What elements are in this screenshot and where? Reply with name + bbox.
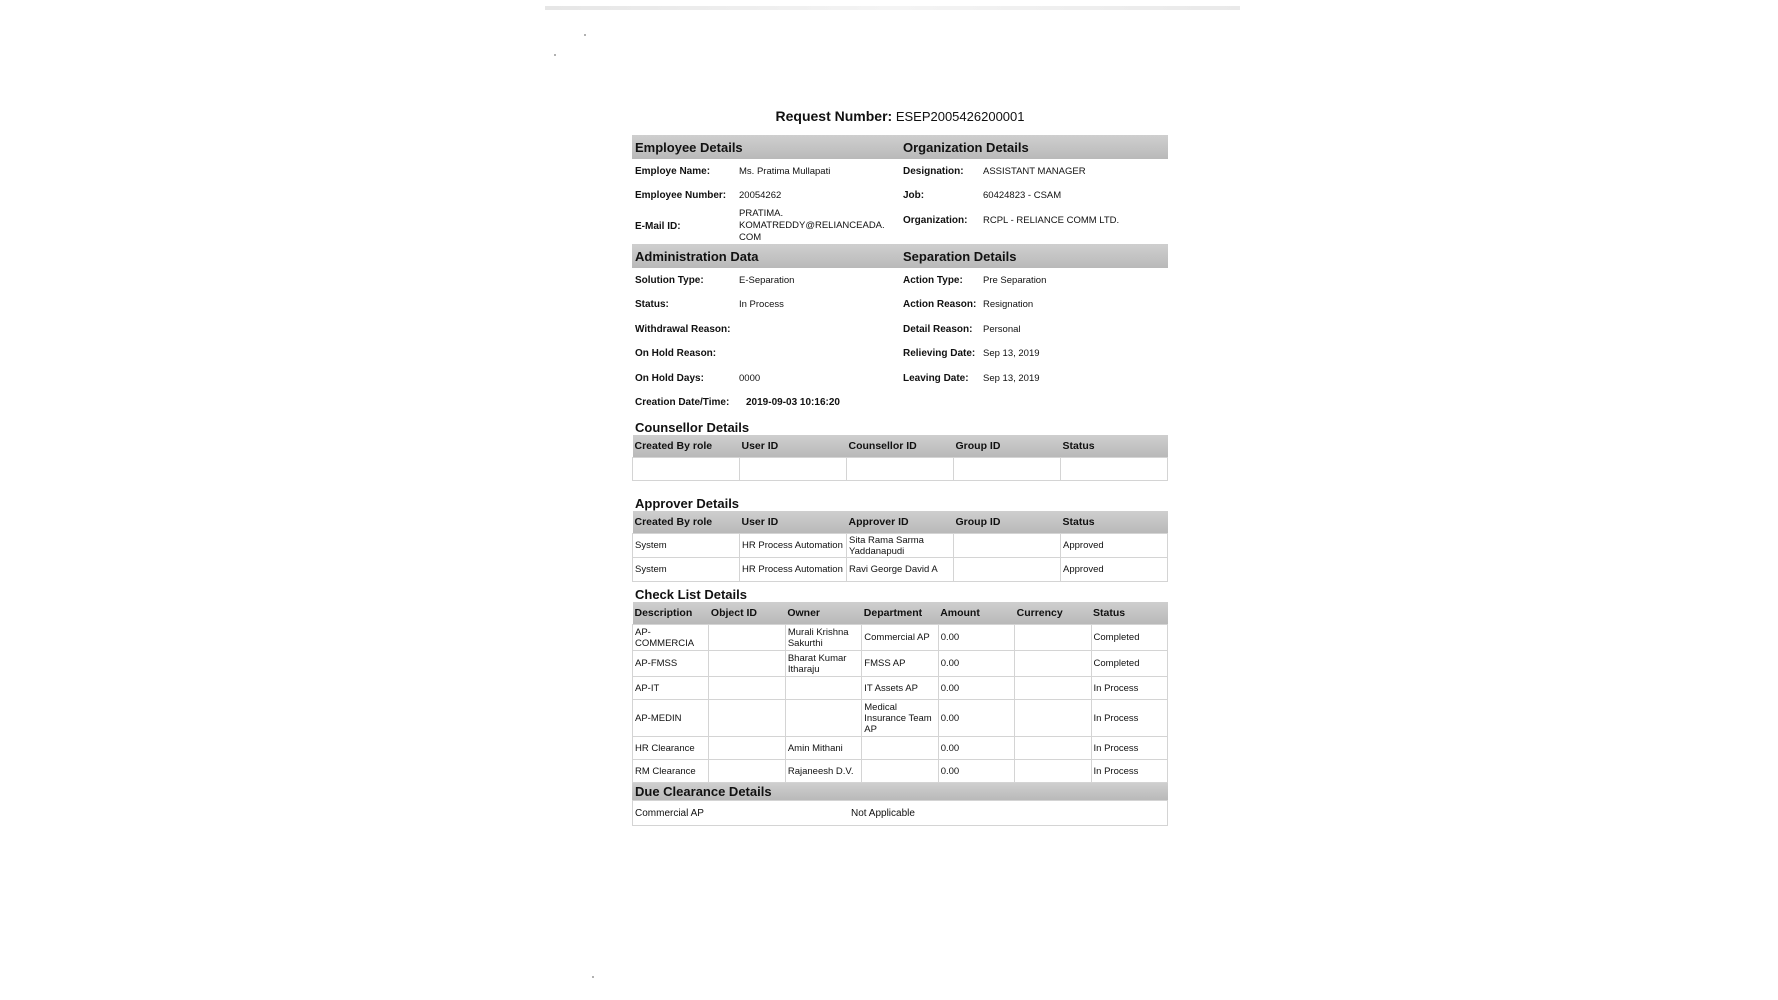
counsellor-cell — [954, 458, 1061, 481]
checklist-cell — [862, 760, 938, 783]
checklist-cell — [1015, 651, 1091, 677]
checklist-row — [633, 625, 1168, 651]
checklist-cell: Completed — [1091, 625, 1167, 651]
checklist-cell: In Process — [1091, 760, 1167, 783]
separation-field-label: Detail Reason: — [903, 323, 973, 335]
checklist-table — [632, 602, 1168, 783]
separation-field-value: Sep 13, 2019 — [983, 348, 1040, 360]
employee-field-label: Employee Number: — [635, 190, 727, 202]
checklist-cell: AP-IT — [633, 677, 709, 700]
organization-details-title: Organization Details — [903, 139, 1029, 155]
administration-separation-header — [632, 244, 1168, 268]
administration-field-value: In Process — [739, 299, 784, 311]
checklist-cell: 0.00 — [938, 760, 1014, 783]
employee-field-row — [632, 184, 900, 209]
organization-field-value: RCPL - RELIANCE COMM LTD. — [983, 214, 1120, 226]
counsellor-cell — [1061, 458, 1168, 481]
counsellor-cell — [633, 458, 740, 481]
checklist-cell: In Process — [1091, 677, 1167, 700]
approver-cell: Sita Rama Sarma Yaddanapudi — [847, 534, 954, 558]
administration-field-row — [632, 268, 900, 293]
approver-cell: System — [633, 558, 740, 582]
checklist-cell — [1015, 760, 1091, 783]
counsellor-cell — [847, 458, 954, 481]
separation-field-value: Resignation — [983, 299, 1034, 311]
separation-field-row — [900, 342, 1168, 367]
separation-field-value: Sep 13, 2019 — [983, 372, 1040, 384]
counsellor-cell — [740, 458, 847, 481]
approver-cell: HR Process Automation — [740, 534, 847, 558]
checklist-row — [633, 677, 1168, 700]
approver-cell: Approved — [1061, 534, 1168, 558]
organization-field-value: 60424823 - CSAM — [983, 190, 1062, 202]
separation-field-label: Relieving Date: — [903, 348, 976, 360]
counsellor-column-header: User ID — [740, 435, 847, 458]
approver-column-header: User ID — [740, 511, 847, 534]
employee-field-value: 20054262 — [739, 190, 782, 202]
checklist-cell — [709, 677, 785, 700]
approver-column-header: Status — [1061, 511, 1168, 534]
checklist-cell: 0.00 — [938, 651, 1014, 677]
administration-field-row — [632, 366, 900, 391]
separation-field-row — [900, 366, 1168, 391]
counsellor-column-header: Group ID — [954, 435, 1061, 458]
checklist-column-header: Object ID — [709, 602, 785, 625]
employee-organization-body — [632, 159, 1168, 244]
checklist-details-title: Check List Details — [635, 587, 747, 602]
checklist-cell: In Process — [1091, 737, 1167, 760]
employee-field-label: E-Mail ID: — [635, 220, 681, 232]
approver-table — [632, 511, 1168, 582]
employee-details — [632, 159, 900, 244]
request-number-value: ESEP2005426200001 — [895, 109, 1025, 124]
employee-organization-header — [632, 135, 1168, 159]
separation-field-row — [900, 317, 1168, 342]
approver-row — [633, 534, 1168, 558]
due-clearance-cell: Commercial AP — [635, 807, 704, 819]
checklist-column-header: Description — [633, 602, 709, 625]
approver-cell: HR Process Automation — [740, 558, 847, 582]
due-clearance-header — [632, 783, 1168, 800]
counsellor-column-header: Created By role — [633, 435, 740, 458]
checklist-column-header: Status — [1091, 602, 1167, 625]
separation-field-value: Personal — [983, 323, 1021, 335]
separation-field-label: Leaving Date: — [903, 372, 969, 384]
organization-field-row — [900, 208, 1168, 233]
approver-details-title: Approver Details — [635, 496, 740, 511]
administration-field-value: E-Separation — [739, 274, 795, 286]
administration-data — [632, 268, 900, 391]
checklist-cell: Commercial AP — [862, 625, 938, 651]
separation-field-label: Action Type: — [903, 274, 963, 286]
checklist-cell — [709, 700, 785, 737]
checklist-cell: AP-MEDIN — [633, 700, 709, 737]
scan-speck — [584, 34, 586, 36]
separation-details-title: Separation Details — [903, 248, 1017, 264]
checklist-row — [633, 700, 1168, 737]
employee-field-value: PRATIMA. KOMATREDDY@RELIANCEADA. COM — [739, 208, 885, 243]
approver-row — [633, 558, 1168, 582]
checklist-cell: 0.00 — [938, 625, 1014, 651]
checklist-cell: FMSS AP — [862, 651, 938, 677]
due-clearance-title: Due Clearance Details — [635, 784, 772, 799]
creation-datetime: Creation Date/Time: 2019-09-03 10:16:20 — [635, 397, 840, 409]
administration-data-title: Administration Data — [635, 248, 759, 264]
organization-field-label: Job: — [903, 190, 925, 202]
organization-field-row — [900, 159, 1168, 184]
checklist-column-header: Currency — [1015, 602, 1091, 625]
administration-field-label: On Hold Reason: — [635, 348, 717, 360]
scan-speck — [554, 54, 556, 56]
separation-field-label: Action Reason: — [903, 299, 977, 311]
request-number: Request Number: ESEP2005426200001 — [775, 108, 1025, 124]
due-clearance-row — [632, 800, 1168, 826]
separation-request-document — [632, 108, 1168, 826]
administration-field-row — [632, 317, 900, 342]
checklist-cell: 0.00 — [938, 737, 1014, 760]
checklist-cell: AP-FMSS — [633, 651, 709, 677]
checklist-cell: Rajaneesh D.V. — [785, 760, 861, 783]
checklist-cell: Bharat Kumar Itharaju — [785, 651, 861, 677]
checklist-cell — [785, 677, 861, 700]
separation-field-row — [900, 293, 1168, 318]
checklist-column-header: Amount — [938, 602, 1014, 625]
checklist-cell — [1015, 625, 1091, 651]
separation-details — [900, 268, 1168, 391]
counsellor-row — [633, 458, 1168, 481]
counsellor-table — [632, 435, 1168, 481]
administration-field-row — [632, 293, 900, 318]
approver-cell: System — [633, 534, 740, 558]
checklist-row — [633, 737, 1168, 760]
scan-edge — [545, 6, 1240, 10]
checklist-cell: Murali Krishna Sakurthi — [785, 625, 861, 651]
separation-field-row — [900, 268, 1168, 293]
administration-field-label: Withdrawal Reason: — [635, 323, 731, 335]
approver-cell — [954, 558, 1061, 582]
checklist-cell: HR Clearance — [633, 737, 709, 760]
checklist-cell — [709, 651, 785, 677]
checklist-cell — [1015, 737, 1091, 760]
counsellor-column-header: Counsellor ID — [847, 435, 954, 458]
separation-field-value: Pre Separation — [983, 274, 1047, 286]
counsellor-column-header: Status — [1061, 435, 1168, 458]
approver-column-header: Created By role — [633, 511, 740, 534]
checklist-cell: In Process — [1091, 700, 1167, 737]
checklist-column-header: Department — [862, 602, 938, 625]
approver-cell: Approved — [1061, 558, 1168, 582]
checklist-cell: Completed — [1091, 651, 1167, 677]
organization-field-row — [900, 184, 1168, 209]
checklist-cell: RM Clearance — [633, 760, 709, 783]
administration-field-label: Status: — [635, 299, 669, 311]
checklist-cell: 0.00 — [938, 677, 1014, 700]
checklist-cell — [862, 737, 938, 760]
administration-field-row — [632, 342, 900, 367]
due-clearance-table — [632, 800, 1168, 826]
organization-details — [900, 159, 1168, 244]
scan-speck — [592, 976, 594, 978]
counsellor-details-title: Counsellor Details — [635, 420, 750, 435]
checklist-cell: IT Assets AP — [862, 677, 938, 700]
organization-field-value: ASSISTANT MANAGER — [983, 165, 1086, 177]
due-clearance-cell: Not Applicable — [851, 807, 915, 819]
checklist-column-header: Owner — [785, 602, 861, 625]
administration-separation-body — [632, 268, 1168, 391]
administration-field-label: Solution Type: — [635, 274, 704, 286]
checklist-cell — [785, 700, 861, 737]
checklist-cell — [709, 760, 785, 783]
employee-field-label: Employe Name: — [635, 165, 711, 177]
checklist-cell — [1015, 700, 1091, 737]
approver-cell: Ravi George David A — [847, 558, 954, 582]
administration-field-value: 0000 — [739, 372, 761, 384]
checklist-cell: Medical Insurance Team AP — [862, 700, 938, 737]
employee-field-value: Ms. Pratima Mullapati — [739, 165, 831, 177]
checklist-row — [633, 651, 1168, 677]
administration-field-label: On Hold Days: — [635, 372, 704, 384]
employee-field-row — [632, 159, 900, 184]
checklist-cell — [709, 737, 785, 760]
organization-field-label: Organization: — [903, 214, 968, 226]
employee-details-title: Employee Details — [635, 139, 743, 155]
checklist-cell — [1015, 677, 1091, 700]
organization-field-label: Designation: — [903, 165, 964, 177]
approver-column-header: Group ID — [954, 511, 1061, 534]
checklist-row — [633, 760, 1168, 783]
employee-field-row — [632, 208, 900, 244]
checklist-cell: AP-COMMERCIA — [633, 625, 709, 651]
checklist-cell: 0.00 — [938, 700, 1014, 737]
approver-cell — [954, 534, 1061, 558]
checklist-cell — [709, 625, 785, 651]
approver-column-header: Approver ID — [847, 511, 954, 534]
checklist-cell: Amin Mithani — [785, 737, 861, 760]
